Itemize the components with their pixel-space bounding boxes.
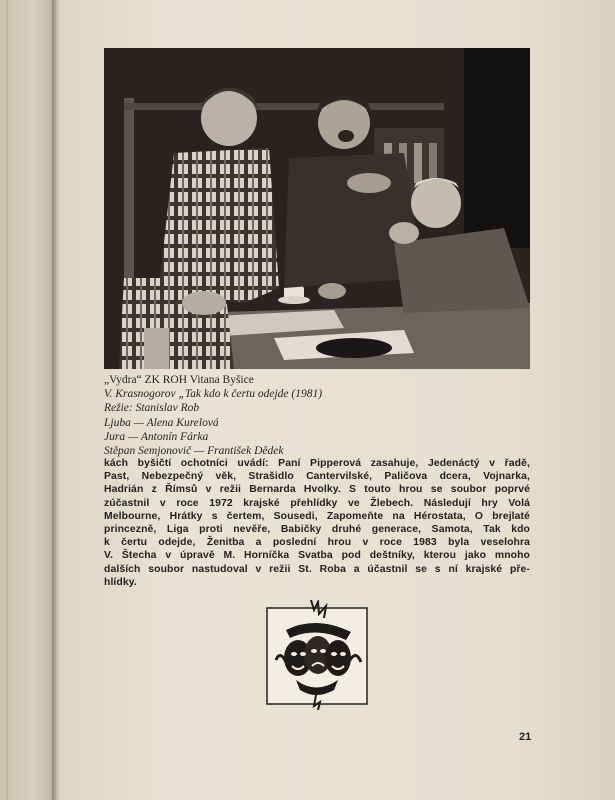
body-line: kách byšičtí ochotníci uvádí: Paní Pipperová zasahuje, Jedenáctý v řadě, [104,458,530,469]
caption-cast-3: Stěpan Semjonovič — František Dědek [104,445,284,458]
body-line: k čertu odejde, Ženitba a poslední hrou v roce 1983 byla veselohra [104,537,530,549]
book-gutter [52,0,60,800]
body-line: V. Štecha v úpravě M. Horníčka Svatba pod deštníky, kterou jako mnoho [104,550,530,562]
photo-caption [104,373,534,458]
page-number: 21 [519,731,532,743]
rehearsal-photo [104,48,530,369]
caption-cast-2: Jura — Antonín Fárka [104,430,209,443]
body-line: Past, Nebezpečný věk, Strašidlo Cantervilské, Paličova dcera, Vojnarka, [104,471,530,483]
caption-director: Režie: Stanislav Rob [104,402,200,415]
body-line: dalších soubor nastudoval v režii St. Roba a účastnil se s ní krajské pře- [104,563,530,575]
body-paragraph [104,457,530,589]
body-line: Hadrián z Římsů v režii Bernarda Hvolky. S touto hrou se soubor poprvé [104,484,530,496]
caption-group: „Vydra“ ZK ROH Vitana Byšice [104,374,254,386]
left-page [0,0,56,800]
body-line: Melbourne, Hrátky s čertem, Sousedi, Zapomeňte na Hérostata, O brejlaté [104,510,530,522]
body-line: princezně, Liga proti nevěře, Babičky druhé generace, Samota, Tak kdo [104,524,530,536]
caption-play: V. Krasnogorov „Tak kdo k čertu odejde (1981) [104,388,323,401]
theatre-masks-icon [266,600,368,710]
body-line: zúčastnil v roce 1972 krajské přehlídky ve Žlebech. Následují hry Volá [104,497,530,509]
body-line: hlídky. [104,576,137,588]
left-page-edge [6,0,8,800]
caption-cast-1: Ljuba — Alena Kurelová [104,416,219,429]
